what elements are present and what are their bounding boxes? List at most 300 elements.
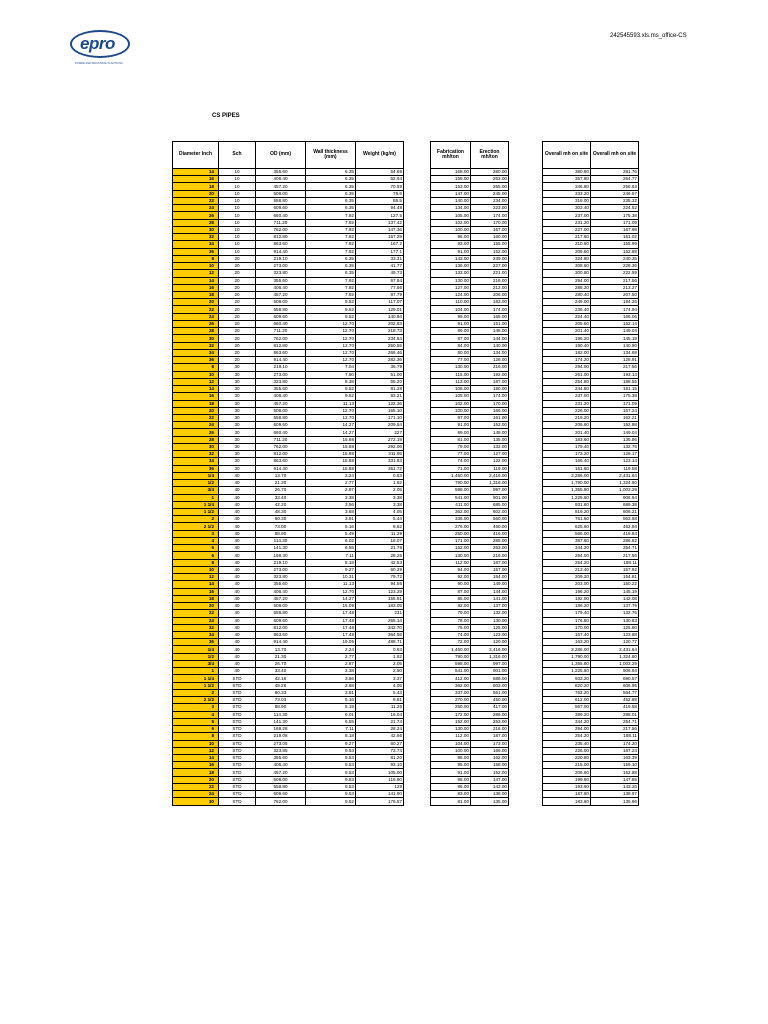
table-cell: 18 (173, 291, 219, 298)
table-cell: 152.88 (591, 769, 639, 776)
table-cell: 170.00 (543, 624, 591, 631)
table-cell: 418.84 (591, 530, 639, 537)
table-cell: 132.00 (471, 443, 509, 450)
table-cell: 3 (173, 530, 219, 537)
table-cell: 10 (173, 263, 219, 270)
table-cell: 4.05 (356, 509, 404, 516)
table-cell: 10 (173, 371, 219, 378)
table-row (173, 371, 404, 378)
table-row (431, 552, 509, 559)
table-row (543, 386, 639, 393)
table-cell: 689.38 (591, 501, 639, 508)
table-cell: 192.00 (471, 371, 509, 378)
table-cell: 2,431.64 (591, 646, 639, 653)
table-cell: 65.20 (356, 378, 404, 385)
table-cell: 20 (173, 190, 219, 197)
table-cell: 175.38 (591, 393, 639, 400)
table-cell: 217.56 (591, 364, 639, 371)
table-cell: 255.14 (356, 617, 404, 624)
table-cell: 77.00 (431, 357, 471, 364)
table-cell: 48.26 (256, 682, 306, 689)
table-cell: 2.87 (306, 487, 356, 494)
table-cell: 6.55 (306, 545, 356, 552)
table-cell: 222.59 (591, 270, 639, 277)
table-row (431, 718, 509, 725)
table-cell: 236.40 (543, 306, 591, 313)
table-cell: 67.94 (356, 277, 404, 284)
table-cell: 21.30 (256, 480, 306, 487)
table-cell: 105.00 (431, 212, 471, 219)
table-row (543, 451, 639, 458)
table-row (173, 595, 404, 602)
table-cell: 217.56 (591, 277, 639, 284)
table-row (431, 357, 509, 364)
table-cell: 3.38 (356, 494, 404, 501)
table-row (173, 342, 404, 349)
table-cell: 152.00 (431, 718, 471, 725)
table-cell: 79.00 (431, 443, 471, 450)
table-row (431, 668, 509, 675)
table-row (543, 653, 639, 660)
table-cell: 138.97 (591, 791, 639, 798)
table-cell: 508.00 (256, 603, 306, 610)
table-row (173, 205, 404, 212)
table-cell: 99.00 (431, 313, 471, 320)
table-cell: 33.40 (256, 668, 306, 675)
table-cell: 177.1 (356, 248, 404, 255)
table-cell: 2,416.00 (471, 472, 509, 479)
column-header: Fabrication mh/ton (431, 142, 471, 169)
table-row (543, 291, 639, 298)
column-header: OD (mm) (256, 142, 306, 169)
table-cell: 863.60 (256, 458, 306, 465)
table-row (431, 494, 509, 501)
table-cell: 127.00 (431, 284, 471, 291)
table-row (431, 284, 509, 291)
table-cell: 137.42 (356, 219, 404, 226)
table-cell: 20 (219, 335, 256, 342)
table-cell: 245.00 (471, 190, 509, 197)
table-row (173, 335, 404, 342)
table-row (543, 429, 639, 436)
table-cell: 147.85 (591, 776, 639, 783)
table-row (543, 624, 639, 631)
table-cell: 762.00 (256, 335, 306, 342)
table-cell: 93.21 (356, 393, 404, 400)
table-row (431, 653, 509, 660)
table-row (173, 386, 404, 393)
table-cell: 102.00 (431, 400, 471, 407)
table-cell: 10 (219, 183, 256, 190)
table-cell: 20 (219, 349, 256, 356)
table-cell: 192.00 (543, 595, 591, 602)
table-cell: 144.00 (471, 588, 509, 595)
table-cell: 157.92 (591, 566, 639, 573)
table-cell: 508.00 (256, 407, 306, 414)
table-row (543, 501, 639, 508)
table-cell: 10.31 (306, 574, 356, 581)
table-row (173, 545, 404, 552)
table-cell: 167.24 (591, 407, 639, 414)
table-cell: 114.30 (256, 711, 306, 718)
table-cell: 15.88 (306, 458, 356, 465)
table-cell: 690.57 (591, 675, 639, 682)
table-row (543, 689, 639, 696)
table-row (431, 255, 509, 262)
table-row (431, 270, 509, 277)
table-cell: 104.00 (431, 306, 471, 313)
table-cell: 1,450.00 (431, 646, 471, 653)
table-cell: 213.27 (591, 284, 639, 291)
table-cell: 88.90 (256, 530, 306, 537)
table-cell: 231 (356, 610, 404, 617)
table-row (431, 660, 509, 667)
table-cell: STD (219, 689, 256, 696)
table-row (431, 675, 509, 682)
table-row (431, 386, 509, 393)
table-cell: 96.00 (431, 234, 471, 241)
table-cell: 77.86 (356, 284, 404, 291)
table-cell: 74.00 (431, 632, 471, 639)
table-row (543, 617, 639, 624)
table-cell: 286.00 (471, 711, 509, 718)
table-row (543, 169, 639, 176)
table-cell: 15.09 (306, 603, 356, 610)
table-cell: 217.56 (591, 552, 639, 559)
table-cell: 226.00 (543, 407, 591, 414)
table-row (431, 595, 509, 602)
table-cell: 812.80 (256, 342, 306, 349)
table-cell: 36 (173, 639, 219, 646)
table-cell: 174.20 (543, 357, 591, 364)
table-cell: 3,286.00 (543, 646, 591, 653)
table-cell: 112.00 (431, 559, 471, 566)
logo-subtitle: POWER AND INDUSTRIAL PLANTS INC (75, 62, 123, 65)
table-cell: 20 (219, 357, 256, 364)
table-cell: 9.53 (306, 747, 356, 754)
table-cell: 105.00 (431, 393, 471, 400)
table-cell: 179.40 (543, 610, 591, 617)
table-row (173, 776, 404, 783)
table-cell: 6.35 (306, 190, 356, 197)
table-row (173, 169, 404, 176)
table-cell: 155.99 (591, 241, 639, 248)
table-cell: 147.36 (356, 226, 404, 233)
table-cell: 1/2 (173, 480, 219, 487)
table-cell: 110.00 (431, 299, 471, 306)
table-cell: 10 (219, 248, 256, 255)
table-cell: 240.35 (591, 255, 639, 262)
table-cell: 154.00 (471, 574, 509, 581)
table-cell: 30 (219, 393, 256, 400)
table-cell: 89.00 (431, 429, 471, 436)
table-cell: 70.59 (356, 183, 404, 190)
table-cell: 176.57 (356, 798, 404, 805)
table-row (543, 422, 639, 429)
table-row (543, 263, 639, 270)
table-row (173, 451, 404, 458)
table-cell: 12.70 (306, 407, 356, 414)
table-cell: 26.70 (256, 660, 306, 667)
table-cell: 244.80 (543, 386, 591, 393)
table-cell: 21.74 (356, 718, 404, 725)
table-row (173, 668, 404, 675)
table-cell: 234.00 (471, 197, 509, 204)
table-cell: 541.00 (431, 494, 471, 501)
table-cell: 135.86 (591, 436, 639, 443)
table-cell: 42.53 (356, 559, 404, 566)
table-cell: 117.07 (356, 299, 404, 306)
table-cell: 206.00 (471, 291, 509, 298)
table-cell: 40 (219, 632, 256, 639)
table-cell: 202.83 (356, 320, 404, 327)
table-row (431, 429, 509, 436)
table-cell: 173.00 (471, 740, 509, 747)
table-cell: 24 (173, 617, 219, 624)
table-cell: STD (219, 726, 256, 733)
table-row (543, 255, 639, 262)
table-cell: 14 (173, 169, 219, 176)
table-row (543, 284, 639, 291)
table-cell: 20 (219, 255, 256, 262)
table-cell: 49.73 (356, 270, 404, 277)
table-cell: 255.00 (471, 183, 509, 190)
table-cell: 906.94 (591, 494, 639, 501)
table-cell: 116.90 (356, 776, 404, 783)
table-cell: 9.53 (306, 762, 356, 769)
table-cell: 173.20 (543, 451, 591, 458)
table-row (173, 624, 404, 631)
table-cell: 137.79 (591, 603, 639, 610)
table-cell: 863.60 (256, 241, 306, 248)
table-cell: 216.00 (471, 364, 509, 371)
table-cell: 40 (219, 566, 256, 573)
table-row (543, 697, 639, 704)
table-cell: 73.74 (356, 747, 404, 754)
table-cell: 171.09 (591, 219, 639, 226)
table-cell: 20 (219, 277, 256, 284)
table-cell: 20 (219, 291, 256, 298)
table-cell: 147.00 (431, 190, 471, 197)
table-cell: 12.70 (306, 414, 356, 421)
table-cell: 10 (219, 212, 256, 219)
table-cell: 1 1/4 (173, 501, 219, 508)
table-cell: 1 (173, 668, 219, 675)
table-cell: 187.00 (471, 733, 509, 740)
table-cell: 508.00 (256, 776, 306, 783)
table-cell: 3.68 (306, 509, 356, 516)
table-row (173, 574, 404, 581)
table-row (543, 357, 639, 364)
table-cell: 129 (356, 783, 404, 790)
table-cell: 130.00 (431, 277, 471, 284)
table-cell: 22 (173, 306, 219, 313)
table-cell: 215.00 (543, 762, 591, 769)
table-cell: 280.00 (471, 169, 509, 176)
table-cell: 100.00 (431, 407, 471, 414)
table-cell: 0.63 (356, 646, 404, 653)
table-cell: 5.43 (356, 689, 404, 696)
table-cell: 508.00 (256, 190, 306, 197)
table-cell: 231.20 (543, 219, 591, 226)
table-cell: 141.30 (256, 545, 306, 552)
table-cell: STD (219, 783, 256, 790)
table-row (543, 552, 639, 559)
table-row (543, 494, 639, 501)
table-cell: 120.00 (471, 639, 509, 646)
table-cell: 141.30 (256, 718, 306, 725)
table-cell: 138.00 (471, 791, 509, 798)
table-cell: 9.53 (306, 769, 356, 776)
table-cell: 90.00 (431, 581, 471, 588)
column-header: Sch (219, 142, 256, 169)
table-cell: 125.00 (471, 624, 509, 631)
table-cell: 12 (173, 378, 219, 385)
table-cell: 41.77 (356, 263, 404, 270)
table-cell: 15.88 (306, 443, 356, 450)
table-cell: 125.80 (591, 624, 639, 631)
table-cell: 11.29 (356, 530, 404, 537)
table-cell: 6.35 (306, 270, 356, 277)
table-cell: 158.00 (431, 176, 471, 183)
table-cell: 127.00 (471, 451, 509, 458)
table-cell: 933.20 (543, 675, 591, 682)
table-row (173, 328, 404, 335)
table-cell: 1/4 (173, 646, 219, 653)
table-row (431, 624, 509, 631)
table-row (431, 219, 509, 226)
table-row (173, 632, 404, 639)
table-cell: 30 (219, 400, 256, 407)
table-cell: 120.77 (591, 639, 639, 646)
table-cell: 12.70 (306, 335, 356, 342)
table-cell: 40 (219, 516, 256, 523)
table-cell: 152.00 (431, 545, 471, 552)
table-row (543, 205, 639, 212)
table-cell: 162.21 (591, 414, 639, 421)
table-cell: 15.88 (306, 451, 356, 458)
table-cell: 5.44 (356, 516, 404, 523)
table-row (431, 241, 509, 248)
table-cell: 2.24 (306, 472, 356, 479)
table-cell: 158.00 (471, 762, 509, 769)
table-row (173, 617, 404, 624)
table-row (543, 783, 639, 790)
table-cell: 12 (173, 747, 219, 754)
table-cell: 40 (219, 472, 256, 479)
table-row (543, 364, 639, 371)
table-cell: 389.20 (543, 711, 591, 718)
table-row (543, 407, 639, 414)
table-row (173, 516, 404, 523)
table-cell: 417.00 (471, 704, 509, 711)
table-cell: 254.20 (543, 733, 591, 740)
table-cell: 219.10 (256, 255, 306, 262)
table-cell: 344.20 (543, 545, 591, 552)
table-cell: 80.00 (431, 349, 471, 356)
table-row (543, 632, 639, 639)
table-cell: 183.60 (543, 436, 591, 443)
table-row (543, 798, 639, 805)
table-cell: 261.00 (543, 371, 591, 378)
table-cell: 135.00 (471, 798, 509, 805)
table-cell: 30 (219, 451, 256, 458)
table-cell: 1 1/4 (173, 675, 219, 682)
table-row (431, 574, 509, 581)
table-cell: 21.30 (256, 653, 306, 660)
table-cell: STD (219, 776, 256, 783)
table-cell: 190.40 (543, 342, 591, 349)
table-cell: 457.20 (256, 595, 306, 602)
table-cell: 100.00 (431, 747, 471, 754)
table-cell: 323.80 (256, 378, 306, 385)
table-cell: STD (219, 733, 256, 740)
table-row (431, 342, 509, 349)
table-cell: STD (219, 682, 256, 689)
table-row (431, 509, 509, 516)
table-cell: 20 (219, 284, 256, 291)
table-row (173, 639, 404, 646)
table-cell: 12 (173, 574, 219, 581)
table-cell: 123.29 (356, 588, 404, 595)
table-cell: 73.03 (256, 697, 306, 704)
table-cell: 686.00 (471, 675, 509, 682)
table-cell: 77.00 (431, 451, 471, 458)
table-cell: 150.22 (591, 581, 639, 588)
file-name: 242545593.xls.ms_office-CS (610, 33, 687, 39)
table-cell: 168.00 (431, 169, 471, 176)
table-cell: 1,003.29 (591, 660, 639, 667)
table-row (173, 414, 404, 421)
table-cell: 187.00 (471, 559, 509, 566)
table-row (543, 537, 639, 544)
column-header: Overall mh on site (591, 142, 639, 169)
table-cell: 9.53 (306, 776, 356, 783)
table-cell: 3.68 (306, 682, 356, 689)
table-cell: 1.62 (356, 480, 404, 487)
table-cell: 609.60 (256, 205, 306, 212)
table-cell: 100.00 (431, 226, 471, 233)
table-cell: 452.88 (591, 697, 639, 704)
table-cell: 166.06 (591, 313, 639, 320)
table-cell: 223.00 (471, 205, 509, 212)
table-cell: 1 1/2 (173, 509, 219, 516)
table-cell: 406.40 (256, 284, 306, 291)
table-cell: 78.6 (356, 190, 404, 197)
table-cell: 3.38 (356, 501, 404, 508)
table-cell: 71.00 (431, 465, 471, 472)
table-cell: 26 (173, 212, 219, 219)
table-row (431, 559, 509, 566)
table-cell: 254.80 (543, 378, 591, 385)
table-cell: STD (219, 754, 256, 761)
table-cell: 217.60 (543, 234, 591, 241)
table-cell: 30 (219, 429, 256, 436)
table-cell: 148.00 (471, 429, 509, 436)
table-row (431, 190, 509, 197)
table-cell: 6.35 (306, 169, 356, 176)
table-cell: 303.40 (543, 205, 591, 212)
table-cell: 8.38 (306, 378, 356, 385)
table-cell: 28 (173, 436, 219, 443)
table-cell: 1,316.00 (471, 480, 509, 487)
table-cell: 9.52 (306, 393, 356, 400)
table-cell: 167.24 (591, 747, 639, 754)
table-row (431, 501, 509, 508)
table-cell: 21.78 (356, 545, 404, 552)
table-cell: 183.00 (471, 299, 509, 306)
table-row (431, 328, 509, 335)
